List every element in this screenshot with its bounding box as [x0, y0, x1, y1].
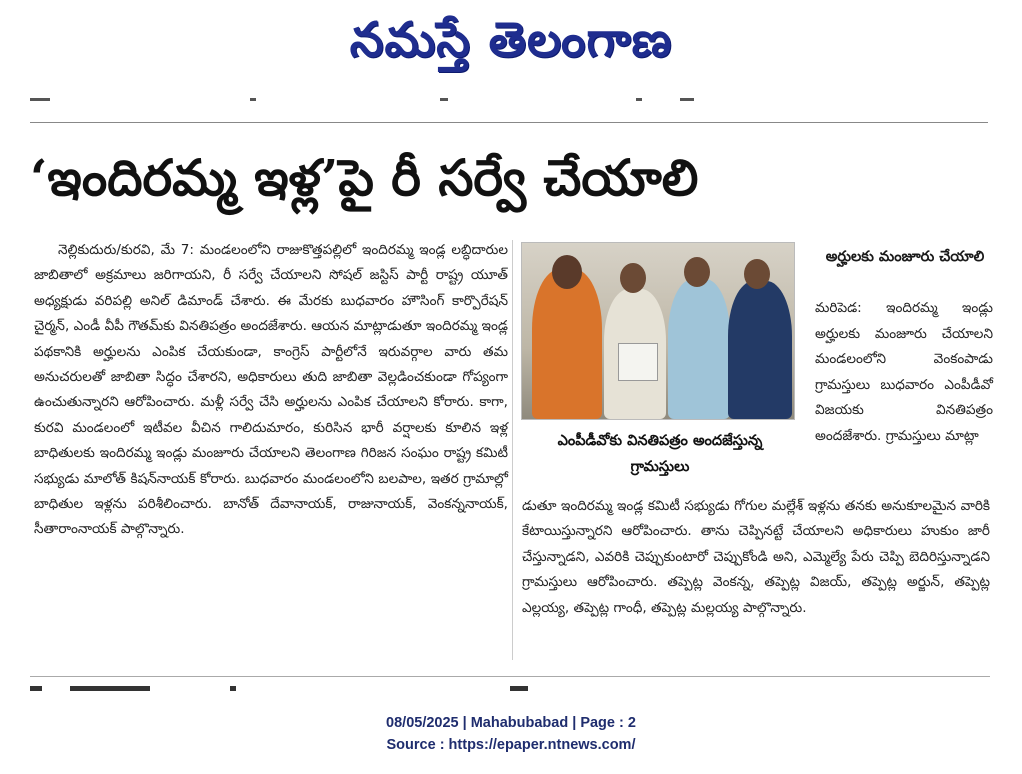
article-headline: ‘ఇందిరమ్మ ఇళ్ల’పై రీ సర్వే చేయాలి	[30, 148, 699, 207]
news-photo	[521, 242, 795, 420]
top-divider	[30, 122, 988, 123]
bottom-divider	[30, 676, 990, 677]
masthead	[0, 4, 1022, 76]
photo-person-1	[532, 269, 602, 419]
photo-person-3	[668, 279, 730, 419]
photo-person-4	[728, 281, 792, 419]
main-article-body	[34, 238, 508, 543]
footer-edition-info: 08/05/2025 | Mahabubabad | Page : 2	[386, 715, 636, 731]
page-footer	[0, 712, 1022, 756]
photo-caption: ఎంపీడీవోకు వినతిపత్రం అందజేస్తున్న గ్రామస్తులు	[557, 433, 763, 475]
clipped-previous-article-edge	[30, 96, 730, 104]
main-article-text: నెల్లికుదురు/కురవి, మే 7: మండలంలోని రాజుకొత్తపల్లిలో ఇందిరమ్మ ఇండ్ల లబ్ధిదారుల జాబితాలో అక్రమాలు జరిగాయని, రీ సర్వే చేయాలని సోషల్ జస్టిస్ పార్టీ రాష్ట్ర యూత్ అధ్యక్షుడు వరిపల్లి అనిల్ డిమాండ్ చేశారు. ఈ మేరకు బుధవారం హౌసింగ్ కార్పొరేషన్ చైర్మన్, ఎండీ వీపీ గౌతమ్‌కు వినతిపత్రం అందజేశారు. ఆయన మాట్లాడుతూ ఇందిరమ్మ ఇండ్ల పథకానికి అర్హులను ఎంపిక చేయకుండా, కాంగ్రెస్ పార్టీలోనే ఇరువర్గాల వారు తమ అనుచరులతో జాబితా సిద్ధం చేశారని, అధికారులు తుది జాబితా వెల్లడించకుండా గోప్యంగా ఉంచుతున్నారని ఆరోపించారు. మళ్లీ సర్వే చేసి అర్హులను ఎంపిక చేయాలని కోరారు. కాగా, కురవి మండలంలో ఇటీవల వీచిన గాలిదుమారం, కురిసిన భారీ వర్షాలకు కూలిన ఇళ్ల బాధితులకు ఇందిరమ్మ ఇండ్లు మంజూరు చేయాలని తెలంగాణ గిరిజన సంఘం రాష్ట్ర కమిటీ సభ్యుడు మాలోత్ కిషన్‌నాయక్ కోరారు. బుధవారం మండలంలోని బలపాల, ఇతర గ్రామాల్లో బాధితుల ఇళ్లను పరిశీలించారు. బానోత్ దేవానాయక్, రాజునాయక్, వెంకన్ననాయక్, సీతారాంనాయక్ పాల్గొన్నారు.	[34, 242, 508, 538]
side-story-heading: అర్హులకు మంజూరు చేయాలి	[825, 249, 985, 265]
clipped-next-article-edge	[30, 684, 990, 694]
newspaper-logo: నమస్తే తెలంగాణ	[349, 12, 673, 68]
column-divider	[512, 240, 513, 660]
side-story-continued: డుతూ ఇందిరమ్మ ఇండ్ల కమిటీ సభ్యుడు గోగుల మల్లేశ్ ఇళ్లను తనకు అనుకూలమైన వారికి కేటాయిస్తున్నారని ఆరోపించారు. తాను చెప్పినట్టే చేయాలని అధికారులు హుకుం జారీ చేస్తున్నాడని, ఎవరికి చెప్పుకుంటారో చెప్పుకోండి అని, ఎమ్మెల్యే పేరు చెప్పి బెదిరిస్తున్నాడని గ్రామస్తులు ఆరోపించారు. తప్పెట్ల వెంకన్న, తప్పెట్ల విజయ్, తప్పెట్ల అర్జున్, తప్పెట్ల ఎల్లయ్య, తప్పెట్ల గాంధీ, తప్పెట్ల మల్లయ్య పాల్గొన్నారు.	[522, 498, 990, 616]
photo-document	[618, 343, 658, 381]
side-story-body: మరిపెడ: ఇందిరమ్మ ఇండ్లు అర్హులకు మంజూరు చేయాలని మండలంలోని వెంకంపాడు గ్రామస్తులు బుధవారం ఎంపీడీవో విజయకు వినతిపత్రం అందజేశారు. గ్రామస్తులు మాట్లా	[815, 300, 993, 444]
footer-source-link[interactable]: Source : https://epaper.ntnews.com/	[386, 737, 636, 753]
